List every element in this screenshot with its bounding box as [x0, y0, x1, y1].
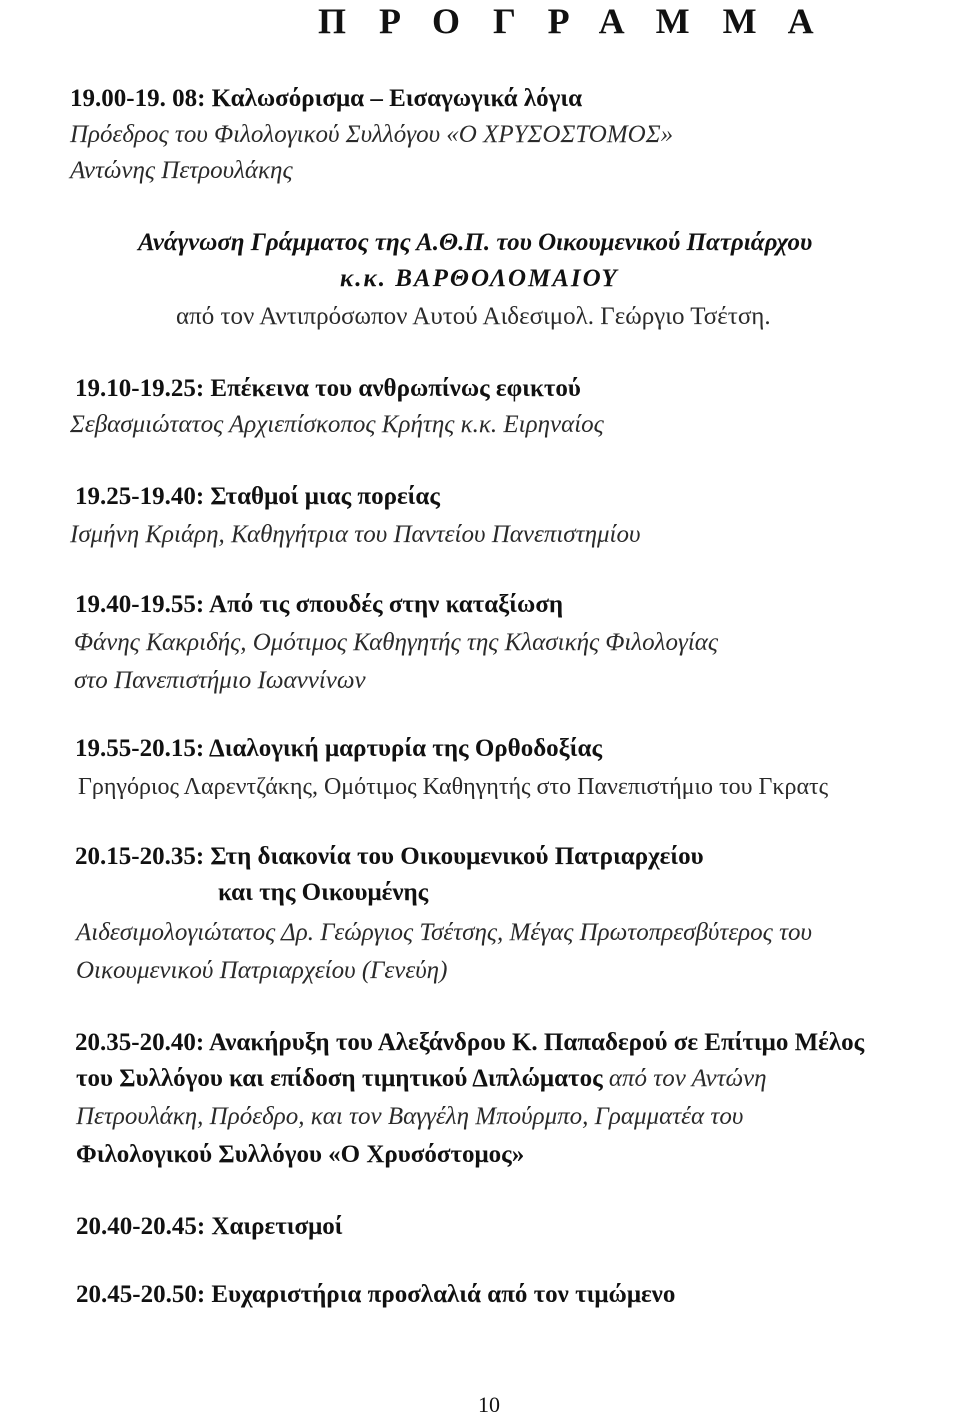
item-time: 20.45-20.50: — [76, 1281, 206, 1308]
item-time: 19.55-20.15: — [75, 735, 205, 762]
item-dialogue-speaker: Γρηγόριος Λαρεντζάκης, Ομότιμος Καθηγητής στο Πανεπιστήμιο του Γκρατς — [78, 774, 829, 800]
item-dialogue-heading — [75, 734, 602, 764]
item-heading: Ευχαριστήρια προσλαλιά από τον τιμώμενο — [211, 1281, 676, 1308]
item-service-heading-1 — [75, 842, 704, 872]
item-welcome-line1: Πρόεδρος του Φιλολογικού Συλλόγου «Ο ΧΡΥΣΟΣΤΟΜΟΣ» — [70, 121, 674, 148]
letter-reader: από τον Αντιπρόσωπον Αυτού Αιδεσιμολ. Γεώργιο Τσέτση. — [176, 303, 771, 330]
item-heading: του Συλλόγου και επίδοση τιμητικού Διπλώματος — [76, 1065, 603, 1092]
item-beyond-speaker: Σεβασμιώτατος Αρχιεπίσκοπος Κρήτης κ.κ. Ειρηναίος — [70, 411, 604, 438]
item-time: 19.25-19.40: — [75, 483, 205, 510]
item-closing-heading — [76, 1280, 675, 1310]
item-stations-speaker: Ισμήνη Κριάρη, Καθηγήτρια του Παντείου Πανεπιστημίου — [70, 521, 641, 548]
item-studies-heading — [75, 590, 563, 620]
item-heading: Σταθμοί μιας πορείας — [210, 483, 440, 510]
item-heading: Ανακήρυξη του Αλεξάνδρου Κ. Παπαδερού σε Επίτιμο Μέλος — [209, 1029, 865, 1056]
item-studies-speaker-1: Φάνης Κακριδής, Ομότιμος Καθηγητής της Κλασικής Φιλολογίας — [74, 629, 719, 656]
item-time: 20.15-20.35: — [75, 843, 205, 870]
item-heading: Από τις σπουδές στην καταξίωση — [209, 591, 564, 618]
item-honor-line3: Πετρουλάκη, Πρόεδρο, και τον Βαγγέλη Μπούρμπο, Γραμματέα του — [76, 1103, 744, 1130]
item-heading: Επέκεινα του ανθρωπίνως εφικτού — [210, 375, 581, 402]
item-service-speaker-2: Οικουμενικού Πατριαρχείου (Γενεύη) — [76, 957, 448, 984]
program-title: Π Ρ Ο Γ Ρ Α Μ Μ Α — [318, 1, 826, 41]
item-service-speaker-1: Αιδεσιμολογιώτατος Δρ. Γεώργιος Τσέτσης, Μέγας Πρωτοπρεσβύτερος του — [76, 919, 812, 946]
item-time: 19.10-19.25: — [75, 375, 205, 402]
item-honor-heading-1 — [75, 1028, 864, 1058]
item-beyond-heading — [75, 374, 581, 404]
item-time: 20.40-20.45: — [76, 1213, 206, 1240]
item-honor-line2 — [76, 1064, 767, 1094]
page-number: 10 — [478, 1392, 500, 1417]
letter-patriarch: κ.κ. ΒΑΡΘΟΛΟΜΑΙΟΥ — [340, 265, 619, 292]
letter-heading: Ανάγνωση Γράμματος της Α.Θ.Π. του Οικουμενικού Πατριάρχου — [138, 229, 813, 256]
item-time: 19.40-19.55: — [75, 591, 205, 618]
item-service-heading-2: και της Οικουμένης — [218, 879, 429, 906]
item-welcome-heading — [70, 84, 582, 114]
item-time: 19.00-19. 08: — [70, 85, 206, 112]
item-welcome-line2: Αντώνης Πετρουλάκης — [70, 157, 293, 184]
item-heading: Χαιρετισμοί — [211, 1213, 343, 1240]
item-studies-speaker-2: στο Πανεπιστήμιο Ιωαννίνων — [74, 667, 366, 694]
item-heading: Διαλογική μαρτυρία της Ορθοδοξίας — [209, 735, 603, 762]
item-honor-line2-rest: από τον Αντώνη — [602, 1065, 767, 1092]
item-heading: Καλωσόρισμα – Εισαγωγικά λόγια — [211, 85, 583, 112]
item-time: 20.35-20.40: — [75, 1029, 205, 1056]
item-heading: Στη διακονία του Οικουμενικού Πατριαρχείου — [210, 843, 704, 870]
item-honor-line4: Φιλολογικού Συλλόγου «Ο Χρυσόστομος» — [76, 1141, 525, 1168]
item-greetings-heading — [76, 1212, 343, 1242]
item-stations-heading — [75, 482, 440, 512]
